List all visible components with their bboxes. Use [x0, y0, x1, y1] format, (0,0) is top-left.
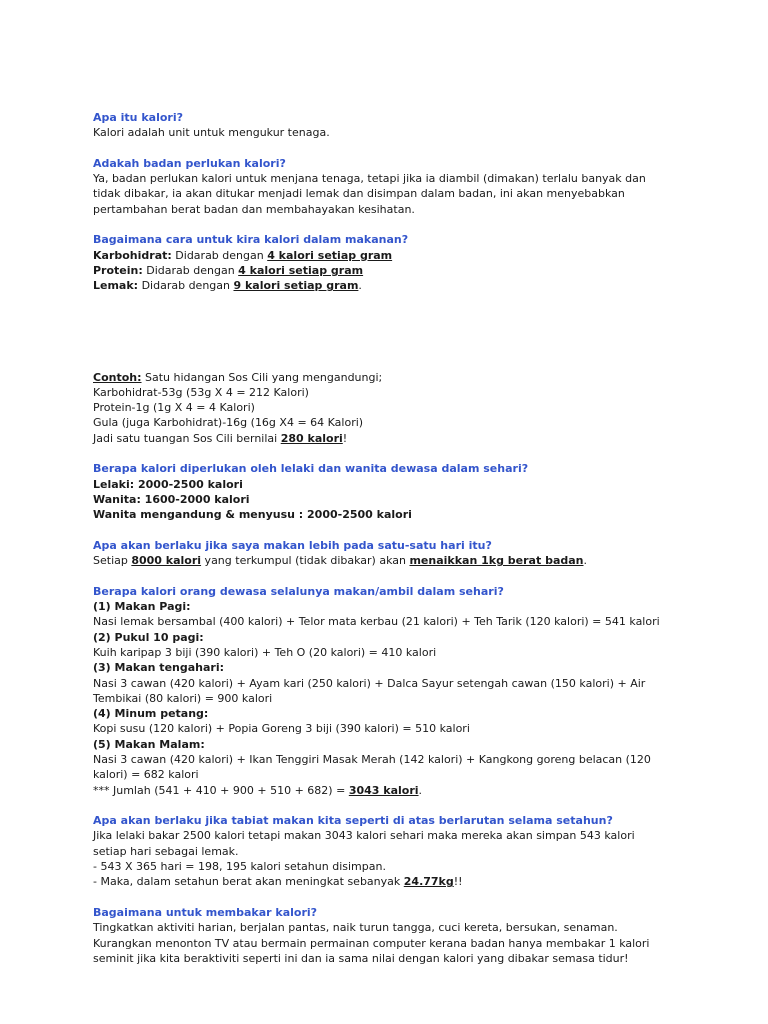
meal-line: Nasi lemak bersambal (400 kalori) + Telor mata kerbau (21 kalori) + Teh Tarik (120 kalori) = 541 kalori — [93, 615, 660, 629]
heading-keperluan-harian: Berapa kalori diperlukan oleh lelaki dan wanita dewasa dalam sehari? — [93, 462, 529, 476]
meal-line: Kopi susu (120 kalori) + Popia Goreng 3 biji (390 kalori) = 510 kalori — [93, 722, 470, 736]
paragraph-line: tidak dibakar, ia akan ditukar menjadi lemak dan disimpan dalam badan, ini akan menyebabkan — [93, 187, 625, 201]
paragraph-line: pertambahan berat badan dan membahayakan kesihatan. — [93, 202, 415, 216]
paragraph-line: Jika lelaki bakar 2500 kalori tetapi makan 3043 kalori sehari maka mereka akan simpan 543 kalori — [93, 829, 635, 843]
heading-apa-itu-kalori: Apa itu kalori? — [93, 111, 183, 124]
paragraph-line: seminit jika kita beraktiviti seperti ini dan ia sama nilai dengan kalori yang dibakar semasa tidur! — [93, 951, 629, 965]
heading-perlu-kalori: Adakah badan perlukan kalori? — [93, 156, 286, 170]
meal-line: Tembikai (80 kalori) = 900 kalori — [93, 691, 273, 705]
meal-line: Kuih karipap 3 biji (390 kalori) + Teh O (20 kalori) = 410 kalori — [93, 645, 437, 659]
heading-makan-sehari: Berapa kalori orang dewasa selalunya makan/ambil dalam sehari? — [93, 584, 504, 598]
paragraph-line: Ya, badan perlukan kalori untuk menjana tenaga, tetapi jika ia diambil (dimakan) terlalu banyak dan — [93, 172, 646, 186]
meal-line: Nasi 3 cawan (420 kalori) + Ayam kari (250 kalori) + Dalca Sayur setengah cawan (150 kalori) + Air — [93, 676, 646, 690]
contoh-line: Protein-1g (1g X 4 = 4 Kalori) — [93, 401, 255, 415]
keperluan-wanita: Wanita: 1600-2000 kalori — [93, 492, 250, 506]
paragraph: Kalori adalah unit untuk mengukur tenaga. — [93, 126, 330, 140]
heading-membakar-kalori: Bagaimana untuk membakar kalori? — [93, 905, 318, 919]
contoh-line: Karbohidrat-53g (53g X 4 = 212 Kalori) — [93, 385, 309, 399]
meal-line: kalori) = 682 kalori — [93, 768, 199, 782]
rule-protein: Protein: Didarab dengan 4 kalori setiap gram — [93, 263, 364, 277]
meal-total: *** Jumlah (541 + 410 + 900 + 510 + 682) = 3043 kalori. — [93, 783, 423, 797]
document-body — [93, 110, 693, 966]
paragraph-line: - Maka, dalam setahun berat akan meningkat sebanyak 24.77kg!! — [93, 875, 463, 889]
heading-makan-lebih: Apa akan berlaku jika saya makan lebih pada satu-satu hari itu? — [93, 538, 492, 552]
paragraph: Setiap 8000 kalori yang terkumpul (tidak dibakar) akan menaikkan 1kg berat badan. — [93, 554, 587, 568]
meal-title: (2) Pukul 10 pagi: — [93, 630, 204, 644]
paragraph-line: Kurangkan menonton TV atau bermain permainan computer kerana badan hanya membakar 1 kalori — [93, 936, 650, 950]
heading-cara-kira-kalori: Bagaimana cara untuk kira kalori dalam makanan? — [93, 233, 409, 247]
keperluan-lelaki: Lelaki: 2000-2500 kalori — [93, 477, 243, 491]
paragraph-line: setiap hari sebagai lemak. — [93, 844, 239, 858]
rule-karbohidrat: Karbohidrat: Didarab dengan 4 kalori setiap gram — [93, 248, 393, 262]
meal-title: (5) Makan Malam: — [93, 737, 205, 751]
contoh-line: Gula (juga Karbohidrat)-16g (16g X4 = 64 Kalori) — [93, 416, 364, 430]
paragraph-line: - 543 X 365 hari = 198, 195 kalori setahun disimpan. — [93, 860, 386, 874]
meal-line: Nasi 3 cawan (420 kalori) + Ikan Tenggiri Masak Merah (142 kalori) + Kangkong goreng belacan (120 — [93, 752, 651, 766]
meal-title: (3) Makan tengahari: — [93, 661, 225, 675]
contoh-total: Jadi satu tuangan Sos Cili bernilai 280 kalori! — [93, 431, 348, 445]
rule-lemak: Lemak: Didarab dengan 9 kalori setiap gram. — [93, 279, 362, 293]
heading-setahun: Apa akan berlaku jika tabiat makan kita seperti di atas berlarutan selama setahun? — [93, 814, 613, 828]
paragraph-line: Tingkatkan aktiviti harian, berjalan pantas, naik turun tangga, cuci kereta, bersukan, senaman. — [93, 921, 618, 935]
keperluan-wanita-mengandung: Wanita mengandung & menyusu : 2000-2500 kalori — [93, 508, 412, 522]
meal-title: (1) Makan Pagi: — [93, 600, 191, 614]
meal-title: (4) Minum petang: — [93, 707, 209, 721]
contoh-intro: Contoh: Satu hidangan Sos Cili yang mengandungi; — [93, 370, 383, 384]
